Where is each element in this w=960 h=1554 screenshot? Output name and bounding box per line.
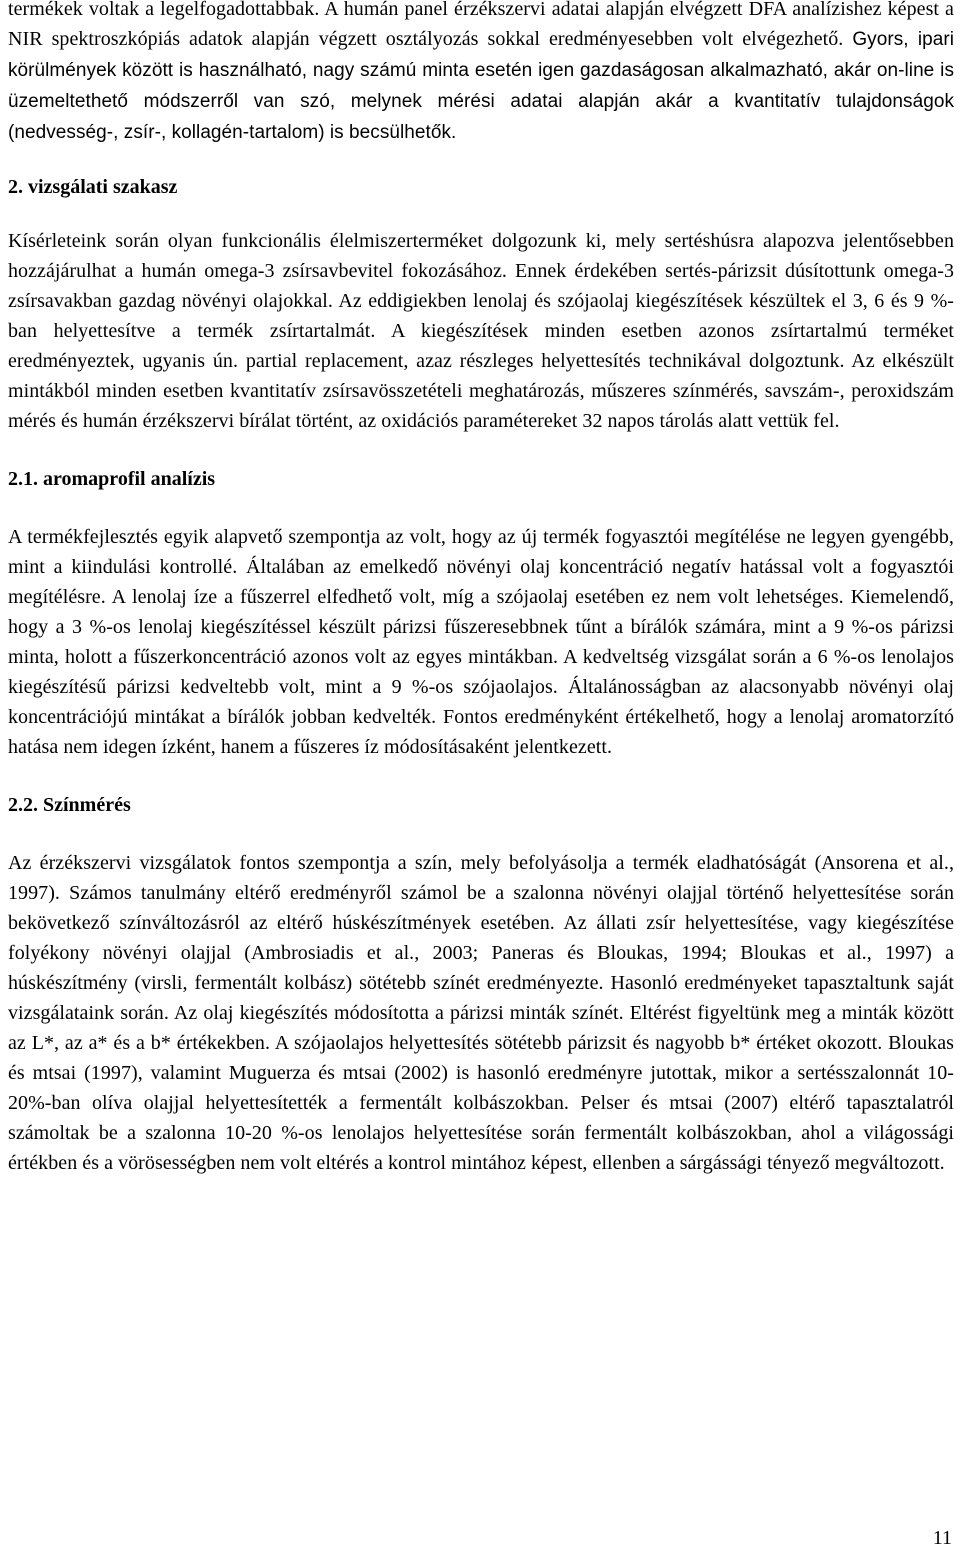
section-2-paragraph: Kísérleteink során olyan funkcionális élelmiszerterméket dolgozunk ki, mely sertéshúsra alapozva jelentősebben hozzájárulhat a humán omega-3 zsírsavbevitel fokozásához. Ennek érdekében sertés-párizsit dúsítottunk omega-3 zsírsavakban gazdag növényi olajokkal. Az eddigiekben lenolaj és szójaolaj kiegészítések készültek el 3, 6 és 9 %-ban helyettesítve a termék zsírtartalmát. A kiegészítések minden esetben azonos zsírtartalmú terméket eredményeztek, ugyanis ún. partial replacement, azaz részleges helyettesítés technikával dolgoztunk. Az elkészült mintákból minden esetben kvantitatív zsírsavösszetételi meghatározás, műszeres színmérés, savszám-, peroxidszám mérés és humán érzékszervi bírálat történt, az oxidációs paramétereket 32 napos tárolás alatt vettük fel. <box>8 230 954 432</box>
section-2-2-heading: 2.2. Színmérés <box>8 794 131 816</box>
intro-paragraph <box>8 0 954 148</box>
section-2-1-heading: 2.1. aromaprofil analízis <box>8 468 216 490</box>
section-2-2-paragraph: Az érzékszervi vizsgálatok fontos szempontja a szín, mely befolyásolja a termék eladhatóságát (Ansorena et al., 1997). Számos tanulmány eltérő eredményről számol be a szalonna növényi olajjal történő helyettesítése során bekövetkező színváltozásról az eltérő húskészítmények esetében. Az állati zsír helyettesítése, vagy kiegészítése folyékony növényi olajjal (Ambrosiadis et al., 2003; Paneras és Bloukas, 1994; Bloukas et al., 1997) a húskészítmény (virsli, fermentált kolbász) sötétebb színét eredményezte. Hasonló eredményeket tapasztaltunk saját vizsgálataink során. Az olaj kiegészítés módosította a párizsi minták színét. Eltérést figyeltünk meg a minták között az L*, az a* és a b* értékekben. A szójaolajos helyettesítés sötétebb párizsit és nagyobb b* értéket okozott. Bloukas és mtsai (1997), valamint Muguerza és mtsai (2002) is hasonló eredményre jutottak, mikor a sertésszalonnát 10-20%-ban olíva olajjal helyettesítették a fermentált kolbászokban. Pelser és mtsai (2007) eltérő tapasztalatról számoltak be a szalonna 10-20 %-os lenolajos helyettesítése során fermentált kolbászokban, ahol a világossági értékben és a vörösességben nem volt eltérés a kontrol mintához képest, ellenben a sárgássági tényező megváltozott. <box>8 852 954 1174</box>
intro-text-sans: Gyors, ipari körülmények között is használható, nagy számú minta esetén igen gazdaságosan alkalmazható, akár on-line is üzemeltethető módszerről van szó, melynek mérési adatai alapján akár a kvantitatív tulajdonságok (nedvesség-, zsír-, kollagén-tartalom) is becsülhetők. <box>8 29 955 143</box>
section-2-1-paragraph: A termékfejlesztés egyik alapvető szempontja az volt, hogy az új termék fogyasztói megítélése ne legyen gyengébb, mint a kiindulási kontrollé. Általában az emelkedő növényi olaj koncentráció negatív hatással volt a fogyasztói megítélésre. A lenolaj íze a fűszerrel elfedhető volt, míg a szójaolaj esetében ez nem volt lehetséges. Kiemelendő, hogy a 3 %-os lenolaj kiegészítéssel készült párizsi fűszeresebbnek tűnt a bírálók számára, mint a 9 %-os párizsi minta, holott a fűszerkoncentráció azonos volt az egyes mintákban. A kedveltség vizsgálat során a 6 %-os lenolajos kiegészítésű párizsi kedveltebb volt, mint a 9 %-os szójaolajos. Általánosságban az alacsonyabb növényi olaj koncentrációjú mintákat a bírálók jobban kedvelték. Fontos eredményként értékelhető, hogy a lenolaj aromatorzító hatása nem idegen ízként, hanem a fűszeres íz módosításaként jelentkezett. <box>8 526 954 758</box>
page-number: 11 <box>932 1527 952 1549</box>
section-2-heading: 2. vizsgálati szakasz <box>8 176 178 198</box>
intro-text-serif: termékek voltak a legelfogadottabbak. A humán panel érzékszervi adatai alapján elvégzett DFA analízishez képest a NIR spektroszkópiás adatok alapján végzett osztályozás sokkal eredményesebben volt elvégezhető. <box>8 0 954 50</box>
document-page <box>8 0 954 1178</box>
